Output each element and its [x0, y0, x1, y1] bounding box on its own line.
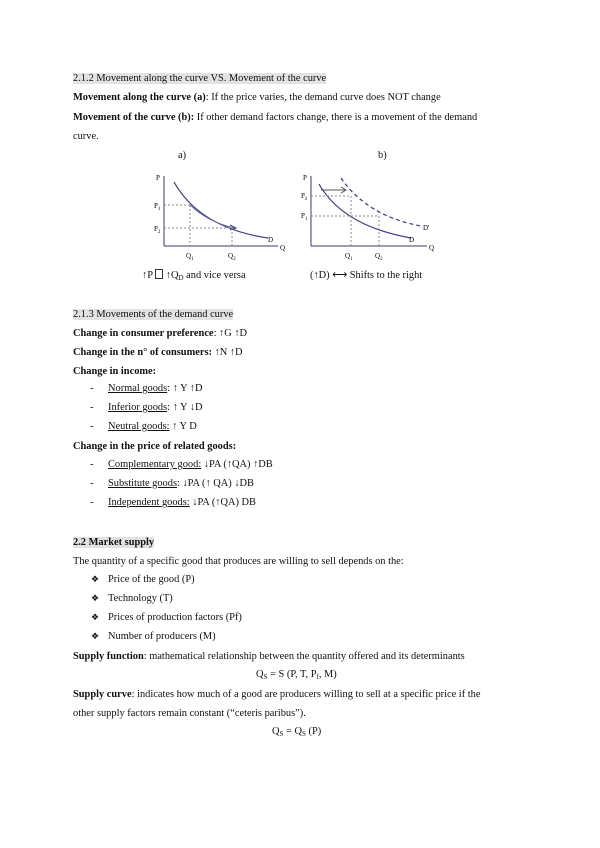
movement-of-line: Movement of the curve (b): If other demand factors change, there is a movement of the demand [73, 112, 478, 123]
list-dash: - [90, 459, 94, 470]
supply-curve-line: Supply curve: indicates how much of a good are producers willing to sell at a specific price if the [73, 689, 481, 700]
factor-item: Number of producers (M) [108, 631, 216, 642]
diamond-bullet-icon: ❖ [91, 612, 100, 622]
income-item-neutral: Neutral goods: ↑ Y D [108, 421, 197, 432]
movement-along-line: Movement along the curve (a): If the price varies, the demand curve does NOT change [73, 92, 441, 103]
figure-b-p2-label: $P_2$ [301, 192, 308, 202]
factor-item: Prices of production factors (Pf) [108, 612, 242, 623]
related-item-independent: Independent goods: ↓PA (↑QA) DB [108, 497, 256, 508]
figure-a-axis-p: P [156, 174, 160, 182]
supply-curve-line-cont: other supply factors remain constant (“ceteris paribus”). [73, 708, 306, 719]
factor-item: Technology (T) [108, 593, 173, 604]
figure-b-d-prime-label: D' [423, 224, 430, 232]
income-item-inferior: Inferior goods: ↑ Y ↓D [108, 402, 203, 413]
figure-a-bottom-caption: ↑P $↑Q_D$ and vice versa [142, 270, 246, 282]
list-dash: - [90, 383, 94, 394]
supply-function-equation: $Q_S = S$ (P, T, $P_f$, M) [256, 669, 337, 681]
figure-a-p2-label: $P_2$ [154, 225, 161, 235]
related-item-substitute: Substitute goods: ↓PA (↑ QA) ↓DB [108, 478, 254, 489]
factor-item: Price of the good (P) [108, 574, 195, 585]
figure-a-axis-q: Q [280, 244, 286, 252]
list-dash: - [90, 402, 94, 413]
supply-function-line: Supply function: mathematical relationship between the quantity offered and its determinants [73, 651, 465, 662]
supply-intro: The quantity of a specific good that produces are willing to sell depends on the: [73, 556, 404, 567]
list-dash: - [90, 478, 94, 489]
income-heading: Change in income: [73, 366, 157, 377]
figure-a-p1-label: $P_1$ [154, 202, 161, 212]
missing-glyph-box [155, 269, 163, 279]
figure-b-axis-q: Q [429, 244, 435, 252]
list-dash: - [90, 497, 94, 508]
section-heading-2-1-3: 2.1.3 Movements of the demand curve [73, 309, 234, 320]
figure-b-axis-p: P [303, 174, 307, 182]
figure-a-q2-label: $Q_2$ [228, 252, 236, 262]
figure-b-p1-label: $P_1$ [301, 212, 308, 222]
movement-of-line-cont: curve. [73, 131, 99, 142]
figure-b-chart [297, 168, 442, 263]
diamond-bullet-icon: ❖ [91, 631, 100, 641]
diamond-bullet-icon: ❖ [91, 593, 100, 603]
figure-a-d-label: D [268, 236, 274, 244]
figure-b-demand-curve-d-prime [341, 178, 421, 226]
section-heading-2-2: 2.2 Market supply [73, 537, 155, 548]
diamond-bullet-icon: ❖ [91, 574, 100, 584]
section-heading-2-1-2: 2.1.2 Movement along the curve VS. Movement of the curve [73, 73, 327, 84]
figure-a-q1-label: $Q_1$ [186, 252, 194, 262]
figure-b-q2-label: $Q_2$ [375, 252, 383, 262]
consumers-number-line: Change in the n° of consumers: ↑N ↑D [73, 347, 243, 358]
income-item-normal: Normal goods: ↑ Y ↑D [108, 383, 203, 394]
figure-b-caption: b) [378, 150, 387, 161]
figure-b-bottom-caption: (↑D) ⟷ Shifts to the right [310, 270, 423, 281]
figure-a-chart [150, 168, 290, 263]
figure-a-demand-curve [174, 182, 268, 238]
consumer-preference-line: Change in consumer preference: ↑G ↑D [73, 328, 248, 339]
related-item-complementary: Complementary good: ↓PA (↑QA) ↑DB [108, 459, 273, 470]
figure-a-caption: a) [178, 150, 187, 161]
supply-curve-equation: $Q_S = Q_S$ (P) [272, 726, 322, 738]
related-goods-heading: Change in the price of related goods: [73, 441, 237, 452]
figure-b-q1-label: $Q_1$ [345, 252, 353, 262]
list-dash: - [90, 421, 94, 432]
figure-b-demand-curve-d [319, 184, 411, 238]
figure-b-d-label: D [409, 236, 415, 244]
